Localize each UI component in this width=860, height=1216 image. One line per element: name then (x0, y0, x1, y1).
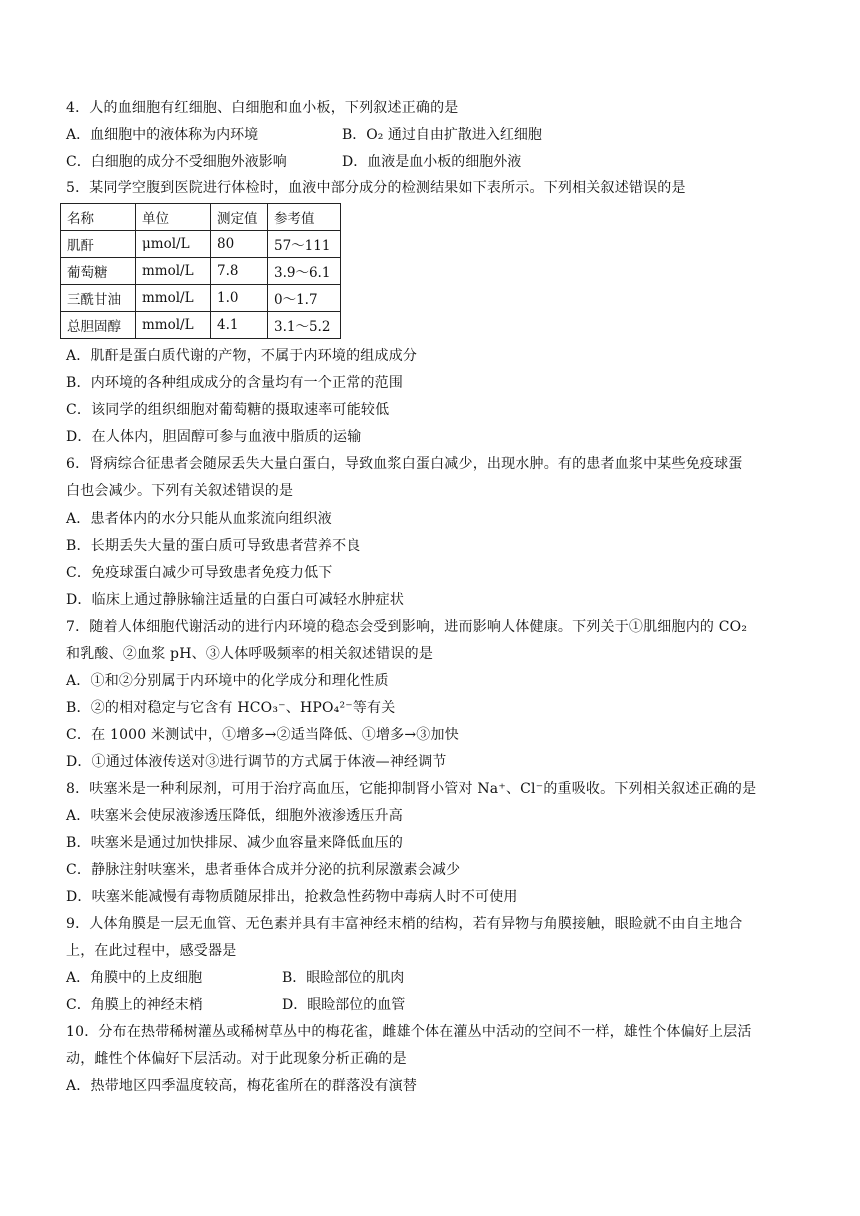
q7-stem-line2: 和乳酸、②血浆 pH、③人体呼吸频率的相关叙述错误的是 (66, 646, 434, 662)
q5-option-d: D．在人体内，胆固醇可参与血液中脂质的运输 (66, 429, 362, 445)
q9-option-a: A．角膜中的上皮细胞 (66, 970, 203, 986)
q8-option-c: C．静脉注射呋塞米，患者垂体合成并分泌的抗利尿激素会减少 (66, 862, 461, 878)
q9-option-d: D．眼睑部位的血管 (282, 997, 406, 1013)
q6-stem-line1: 6．肾病综合征患者会随尿丢失大量白蛋白，导致血浆白蛋白减少，出现水肿。有的患者血浆中某些免疫球蛋 (66, 456, 743, 472)
table-row (61, 312, 341, 339)
table-row (61, 231, 341, 258)
q7-option-c: C．在 1000 米测试中，①增多→②适当降低、①增多→③加快 (66, 727, 459, 743)
q6-option-c: C．免疫球蛋白减少可导致患者免疫力低下 (66, 565, 333, 581)
table-row (61, 285, 341, 312)
table-cell: 总胆固醇 (61, 312, 136, 339)
q9-option-b: B．眼睑部位的肌肉 (282, 970, 405, 986)
table-header-cell: 名称 (61, 204, 136, 231)
q9-option-c: C．角膜上的神经末梢 (66, 997, 203, 1013)
q8-option-a: A．呋塞米会使尿液渗透压降低，细胞外液渗透压升高 (66, 808, 403, 824)
q7-option-d: D．①通过体液传送对③进行调节的方式属于体液—神经调节 (66, 754, 447, 770)
table-cell: 肌酐 (61, 231, 136, 258)
q9-stem-line1: 9．人体角膜是一层无血管、无色素并具有丰富神经末梢的结构，若有异物与角膜接触，眼睑就不由自主地合 (66, 916, 743, 932)
q6-option-d: D．临床上通过静脉输注适量的白蛋白可减轻水肿症状 (66, 592, 405, 608)
q9-stem-line2: 上，在此过程中，感受器是 (66, 943, 237, 959)
table-cell: 80 (211, 231, 268, 258)
table-cell: 3.9～6.1 (268, 258, 341, 285)
table-cell: 1.0 (211, 285, 268, 312)
table-cell: 4.1 (211, 312, 268, 339)
table-header-cell: 单位 (136, 204, 211, 231)
q4-stem: 4．人的血细胞有红细胞、白细胞和血小板，下列叙述正确的是 (66, 100, 459, 116)
q8-option-b: B．呋塞米是通过加快排尿、减少血容量来降低血压的 (66, 835, 404, 851)
table-cell: 7.8 (211, 258, 268, 285)
q4-option-d: D．血液是血小板的细胞外液 (342, 154, 522, 170)
q5-option-b: B．内环境的各种组成成分的含量均有一个正常的范围 (66, 375, 404, 391)
q6-option-b: B．长期丢失大量的蛋白质可导致患者营养不良 (66, 538, 361, 554)
table-header-cell: 测定值 (211, 204, 268, 231)
table-cell: 葡萄糖 (61, 258, 136, 285)
q7-option-b: B．②的相对稳定与它含有 HCO₃⁻、HPO₄²⁻等有关 (66, 700, 396, 716)
q6-stem-line2: 白也会减少。下列有关叙述错误的是 (66, 483, 294, 499)
table-cell: 57～111 (268, 231, 341, 258)
table-cell: 0～1.7 (268, 285, 341, 312)
table-cell: mmol/L (136, 258, 211, 285)
table-cell: μmol/L (136, 231, 211, 258)
q4-option-a: A．血细胞中的液体称为内环境 (66, 127, 259, 143)
table-row (61, 258, 341, 285)
table-cell: 3.1～5.2 (268, 312, 341, 339)
table-cell: 三酰甘油 (61, 285, 136, 312)
q10-stem-line2: 动，雌性个体偏好下层活动。对于此现象分析正确的是 (66, 1051, 407, 1067)
blood-test-table (60, 203, 341, 339)
q6-option-a: A．患者体内的水分只能从血浆流向组织液 (66, 511, 332, 527)
q7-option-a: A．①和②分别属于内环境中的化学成分和理化性质 (66, 673, 389, 689)
q5-option-c: C．该同学的组织细胞对葡萄糖的摄取速率可能较低 (66, 402, 390, 418)
table-header-cell: 参考值 (268, 204, 341, 231)
q8-stem: 8．呋塞米是一种利尿剂，可用于治疗高血压，它能抑制肾小管对 Na⁺、Cl⁻的重吸收。下列相关叙述正确的是 (66, 781, 757, 797)
table-header-row (61, 204, 341, 231)
table-cell: mmol/L (136, 285, 211, 312)
q8-option-d: D．呋塞米能减慢有毒物质随尿排出，抢救急性药物中毒病人时不可使用 (66, 889, 518, 905)
q5-stem: 5．某同学空腹到医院进行体检时，血液中部分成分的检测结果如下表所示。下列相关叙述错误的是 (66, 180, 686, 196)
q7-stem-line1: 7．随着人体细胞代谢活动的进行内环境的稳态会受到影响，进而影响人体健康。下列关于①肌细胞内的 CO₂ (66, 619, 748, 635)
q4-option-b: B．O₂ 通过自由扩散进入红细胞 (342, 127, 542, 143)
q5-option-a: A．肌酐是蛋白质代谢的产物，不属于内环境的组成成分 (66, 348, 418, 364)
q10-option-a: A．热带地区四季温度较高，梅花雀所在的群落没有演替 (66, 1078, 418, 1094)
table-cell: mmol/L (136, 312, 211, 339)
q10-stem-line1: 10．分布在热带稀树灌丛或稀树草丛中的梅花雀，雌雄个体在灌丛中活动的空间不一样，雄性个体偏好上层活 (66, 1024, 752, 1040)
q4-option-c: C．白细胞的成分不受细胞外液影响 (66, 154, 287, 170)
